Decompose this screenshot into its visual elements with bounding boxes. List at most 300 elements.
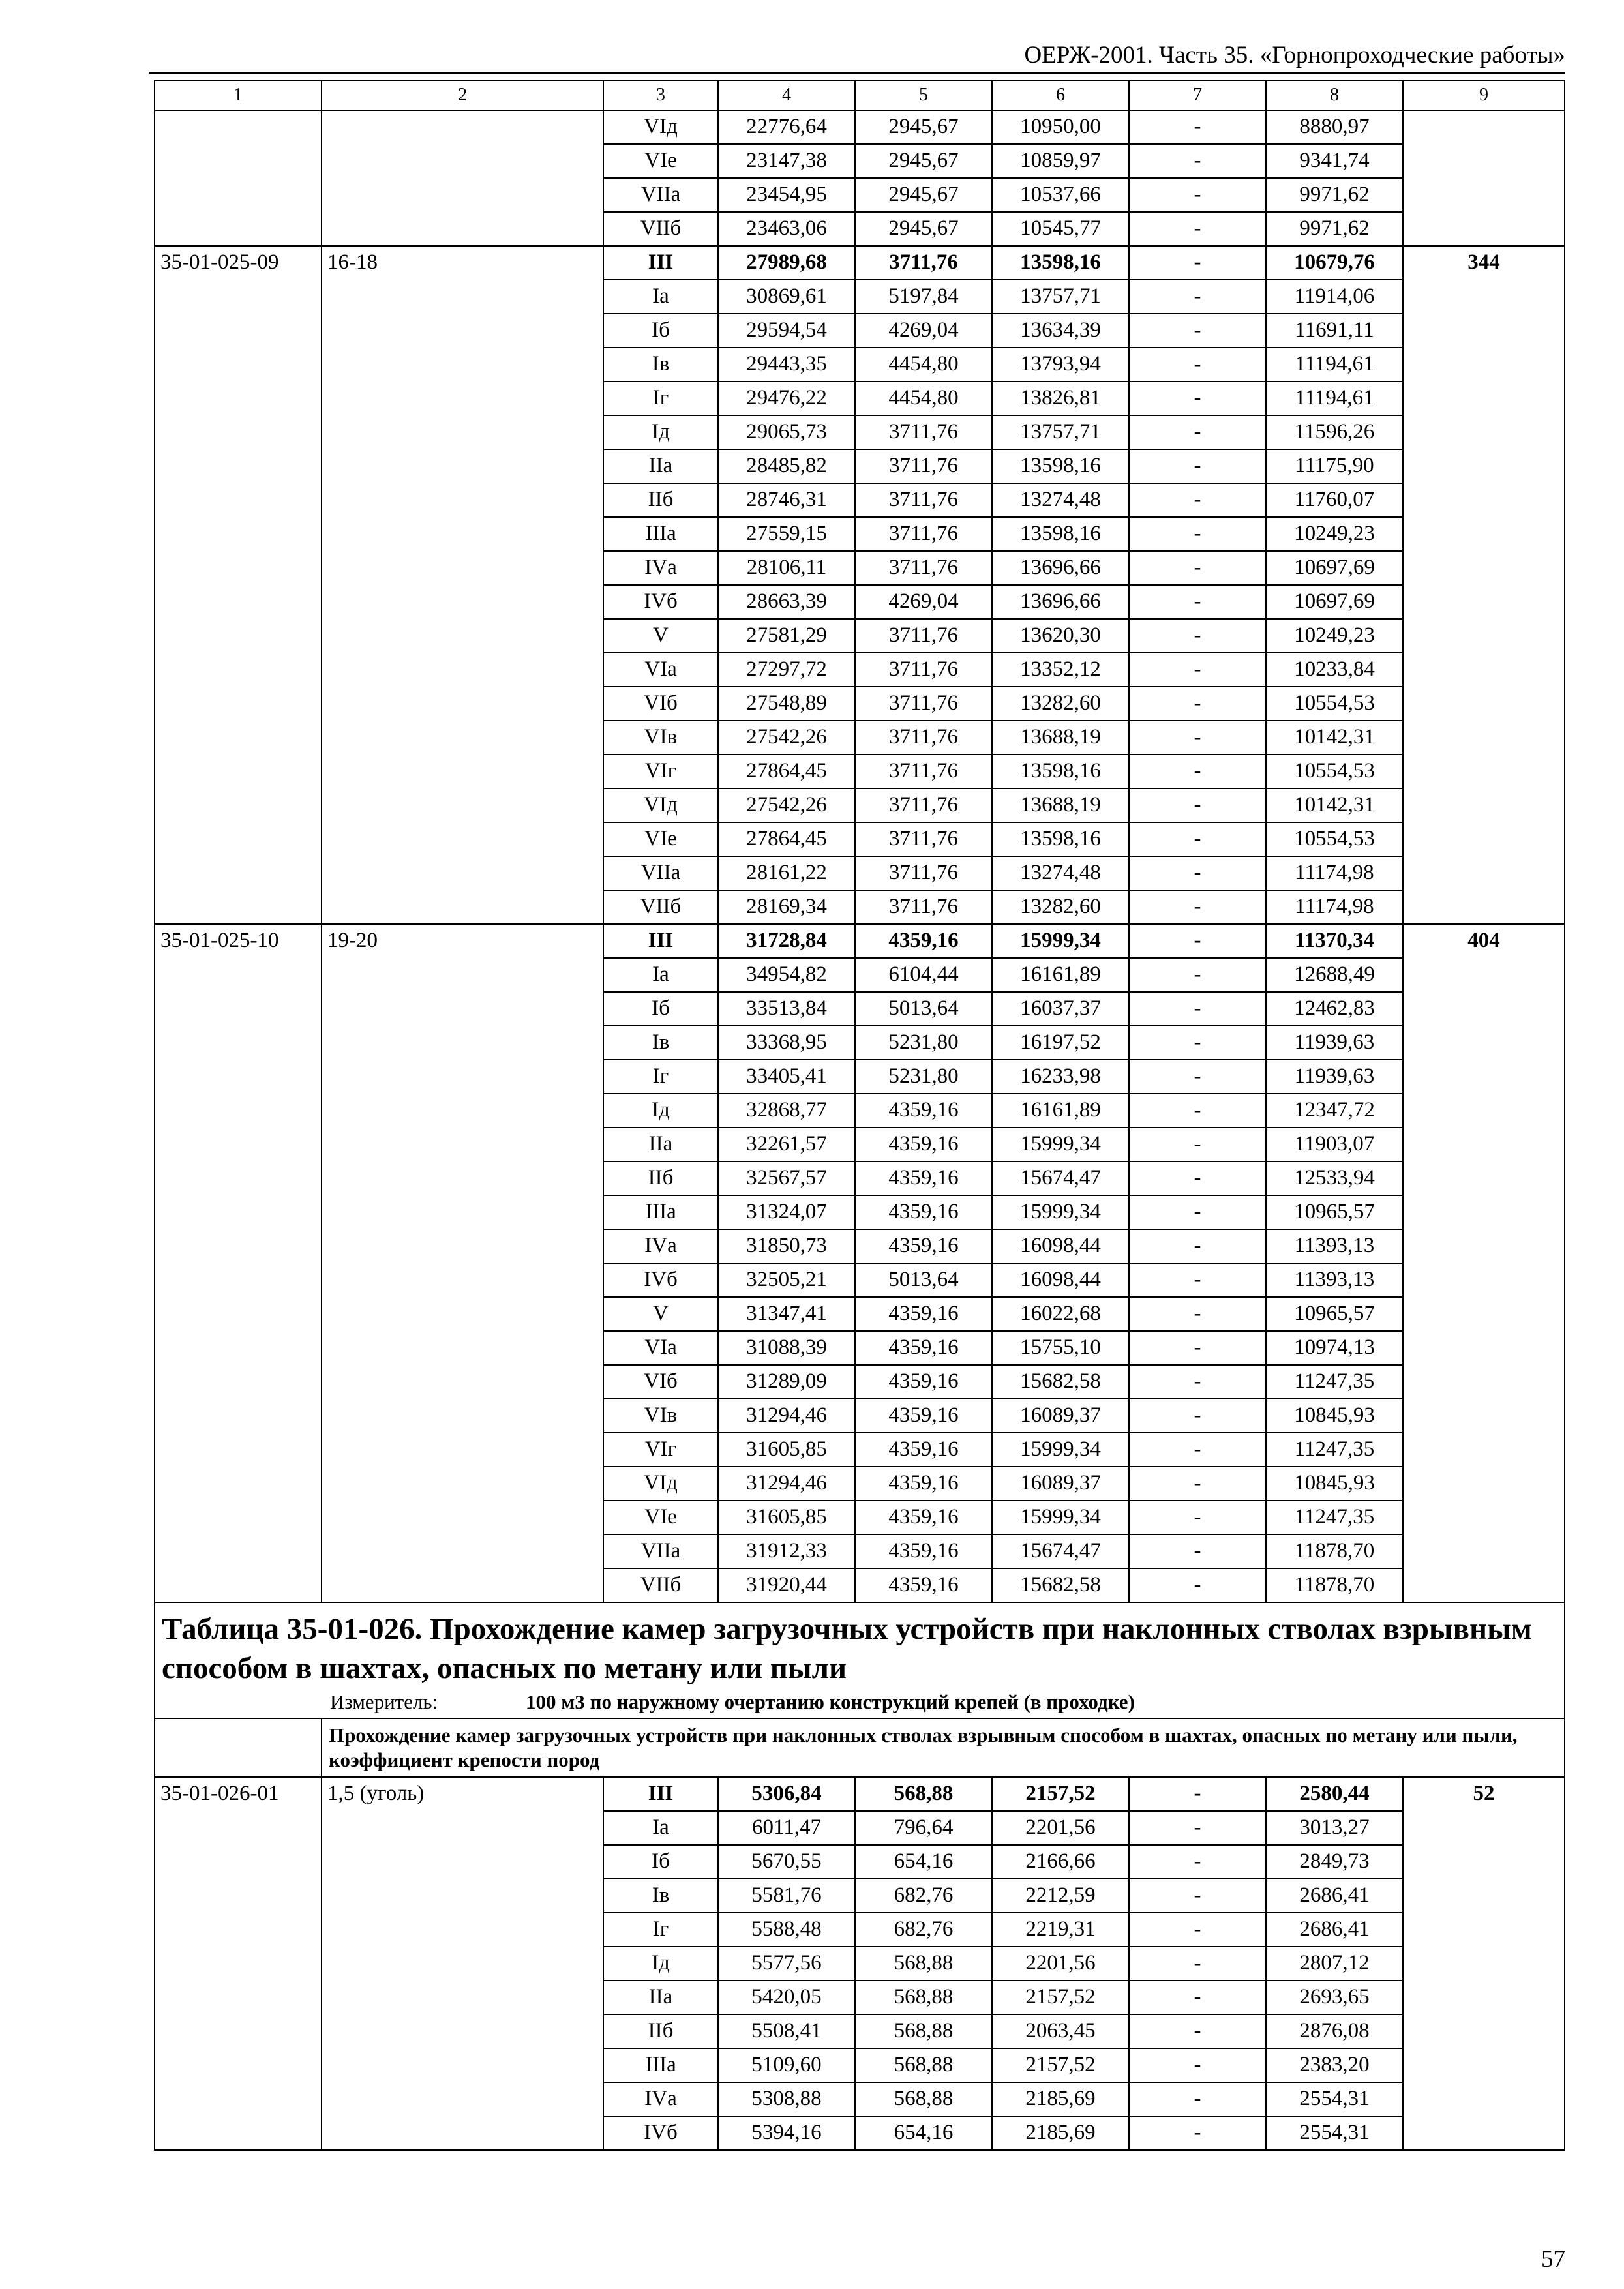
value-cell: 5013,64 — [855, 1263, 992, 1297]
value-cell: 3711,76 — [855, 721, 992, 755]
value-cell: 15682,58 — [992, 1365, 1129, 1399]
value-cell: 5308,88 — [718, 2082, 855, 2116]
value-cell: - — [1129, 246, 1266, 280]
value-cell: 3711,76 — [855, 822, 992, 856]
value-cell: 10859,97 — [992, 144, 1129, 178]
table-row — [155, 110, 1565, 144]
value-cell: 2201,56 — [992, 1811, 1129, 1845]
category-cell: Iв — [603, 1026, 718, 1060]
value-cell: - — [1129, 1913, 1266, 1947]
category-cell: VIIб — [603, 1568, 718, 1602]
value-cell: - — [1129, 212, 1266, 246]
measure-value: 100 м3 по наружному очертанию конструкций крепей (в проходке) — [526, 1690, 1135, 1713]
category-cell: III — [603, 1777, 718, 1811]
category-cell: VIIа — [603, 856, 718, 890]
value-cell: - — [1129, 788, 1266, 822]
value-cell: 2945,67 — [855, 110, 992, 144]
value-cell: 4359,16 — [855, 1467, 992, 1501]
category-cell: VIд — [603, 110, 718, 144]
value-cell: - — [1129, 1534, 1266, 1568]
category-cell: Iд — [603, 1947, 718, 1981]
value-cell: 10249,23 — [1266, 517, 1403, 551]
value-cell: 27297,72 — [718, 653, 855, 687]
value-cell: - — [1129, 1331, 1266, 1365]
value-cell: 10965,57 — [1266, 1297, 1403, 1331]
category-cell: Iб — [603, 314, 718, 348]
value-cell: - — [1129, 992, 1266, 1026]
value-cell: 2945,67 — [855, 144, 992, 178]
value-cell: 654,16 — [855, 1845, 992, 1879]
category-cell: Iб — [603, 992, 718, 1026]
value-cell: 10697,69 — [1266, 551, 1403, 585]
value-cell: 2157,52 — [992, 1777, 1129, 1811]
value-cell: 16161,89 — [992, 1094, 1129, 1128]
value-cell: 2201,56 — [992, 1947, 1129, 1981]
value-cell: 16022,68 — [992, 1297, 1129, 1331]
value-cell: 13598,16 — [992, 246, 1129, 280]
value-cell: - — [1129, 1094, 1266, 1128]
value-cell: 29443,35 — [718, 348, 855, 382]
value-cell: 11175,90 — [1266, 449, 1403, 483]
value-cell: - — [1129, 1365, 1266, 1399]
value-cell: 31850,73 — [718, 1229, 855, 1263]
header-rule — [149, 72, 1565, 74]
value-cell: 13274,48 — [992, 483, 1129, 517]
value-cell: 33405,41 — [718, 1060, 855, 1094]
value-cell: 15999,34 — [992, 1501, 1129, 1534]
value-cell: 29476,22 — [718, 382, 855, 415]
value-cell: 3013,27 — [1266, 1811, 1403, 1845]
value-cell: 15999,34 — [992, 924, 1129, 958]
value-cell: 27542,26 — [718, 788, 855, 822]
value-cell: - — [1129, 1263, 1266, 1297]
value-cell: 10965,57 — [1266, 1195, 1403, 1229]
value-cell: 27548,89 — [718, 687, 855, 721]
value-cell: 13598,16 — [992, 822, 1129, 856]
value-cell: 16197,52 — [992, 1026, 1129, 1060]
value-cell: - — [1129, 822, 1266, 856]
value-cell: 11393,13 — [1266, 1263, 1403, 1297]
value-cell: 8880,97 — [1266, 110, 1403, 144]
value-cell: 11247,35 — [1266, 1501, 1403, 1534]
value-cell: 5577,56 — [718, 1947, 855, 1981]
value-cell: 4359,16 — [855, 1195, 992, 1229]
value-cell: 10233,84 — [1266, 653, 1403, 687]
value-cell: 15755,10 — [992, 1331, 1129, 1365]
value-cell: 11878,70 — [1266, 1568, 1403, 1602]
value-cell: - — [1129, 415, 1266, 449]
rate-total: 52 — [1403, 1777, 1565, 2150]
value-cell: 28485,82 — [718, 449, 855, 483]
value-cell: 12462,83 — [1266, 992, 1403, 1026]
value-cell: 16098,44 — [992, 1229, 1129, 1263]
value-cell: 2849,73 — [1266, 1845, 1403, 1879]
column-number: 1 — [155, 80, 322, 110]
value-cell: 4359,16 — [855, 1433, 992, 1467]
value-cell: 4359,16 — [855, 1399, 992, 1433]
value-cell: 2807,12 — [1266, 1947, 1403, 1981]
value-cell: - — [1129, 483, 1266, 517]
value-cell: - — [1129, 1026, 1266, 1060]
column-number: 2 — [322, 80, 603, 110]
value-cell: 10950,00 — [992, 110, 1129, 144]
value-cell: 33368,95 — [718, 1026, 855, 1060]
value-cell: 11939,63 — [1266, 1060, 1403, 1094]
table-row — [155, 924, 1565, 958]
value-cell: 23454,95 — [718, 178, 855, 212]
category-cell: IIб — [603, 1161, 718, 1195]
value-cell: 4359,16 — [855, 1331, 992, 1365]
value-cell: 32261,57 — [718, 1128, 855, 1161]
category-cell: VIе — [603, 822, 718, 856]
value-cell: 27864,45 — [718, 755, 855, 788]
rate-code: 35-01-026-01 — [155, 1777, 322, 2150]
value-cell: 3711,76 — [855, 788, 992, 822]
value-cell: 6011,47 — [718, 1811, 855, 1845]
category-cell: VIд — [603, 1467, 718, 1501]
section-title-row — [155, 1602, 1565, 1688]
value-cell: 2219,31 — [992, 1913, 1129, 1947]
category-cell: VIIа — [603, 1534, 718, 1568]
value-cell: 22776,64 — [718, 110, 855, 144]
value-cell: 33513,84 — [718, 992, 855, 1026]
value-cell: 31605,85 — [718, 1501, 855, 1534]
category-cell: VIIб — [603, 212, 718, 246]
value-cell: 29594,54 — [718, 314, 855, 348]
value-cell: 11247,35 — [1266, 1365, 1403, 1399]
value-cell: 10679,76 — [1266, 246, 1403, 280]
value-cell: - — [1129, 2048, 1266, 2082]
value-cell: - — [1129, 1467, 1266, 1501]
value-cell: 2063,45 — [992, 2014, 1129, 2048]
value-cell: 29065,73 — [718, 415, 855, 449]
value-cell: 2157,52 — [992, 2048, 1129, 2082]
value-cell: 9971,62 — [1266, 212, 1403, 246]
value-cell: 13620,30 — [992, 619, 1129, 653]
value-cell: 2383,20 — [1266, 2048, 1403, 2082]
value-cell: - — [1129, 1128, 1266, 1161]
value-cell: - — [1129, 1297, 1266, 1331]
value-cell: 31920,44 — [718, 1568, 855, 1602]
category-cell: V — [603, 1297, 718, 1331]
category-cell: IIб — [603, 483, 718, 517]
category-cell: IVа — [603, 1229, 718, 1263]
value-cell: 11760,07 — [1266, 483, 1403, 517]
value-cell: 28169,34 — [718, 890, 855, 924]
value-cell: 10249,23 — [1266, 619, 1403, 653]
value-cell: 568,88 — [855, 1947, 992, 1981]
category-cell: VIв — [603, 1399, 718, 1433]
value-cell: 11370,34 — [1266, 924, 1403, 958]
value-cell: 13598,16 — [992, 517, 1129, 551]
value-cell: 13793,94 — [992, 348, 1129, 382]
value-cell: - — [1129, 1501, 1266, 1534]
category-cell: IVа — [603, 2082, 718, 2116]
value-cell: 13282,60 — [992, 687, 1129, 721]
value-cell: - — [1129, 890, 1266, 924]
value-cell: 16098,44 — [992, 1263, 1129, 1297]
category-cell: VIIб — [603, 890, 718, 924]
value-cell: 3711,76 — [855, 517, 992, 551]
value-cell: - — [1129, 1777, 1266, 1811]
value-cell: - — [1129, 653, 1266, 687]
category-cell: Iа — [603, 1811, 718, 1845]
value-cell: 13598,16 — [992, 449, 1129, 483]
value-cell: 4359,16 — [855, 1094, 992, 1128]
value-cell: - — [1129, 924, 1266, 958]
value-cell: 2945,67 — [855, 178, 992, 212]
value-cell: 16161,89 — [992, 958, 1129, 992]
value-cell: - — [1129, 721, 1266, 755]
value-cell: 5581,76 — [718, 1879, 855, 1913]
category-cell: Iв — [603, 1879, 718, 1913]
value-cell: 2876,08 — [1266, 2014, 1403, 2048]
value-cell: 15999,34 — [992, 1433, 1129, 1467]
value-cell: 27581,29 — [718, 619, 855, 653]
value-cell: 10845,93 — [1266, 1467, 1403, 1501]
value-cell: 13757,71 — [992, 415, 1129, 449]
category-cell: Iа — [603, 280, 718, 314]
value-cell: 4359,16 — [855, 924, 992, 958]
value-cell: 5420,05 — [718, 1981, 855, 2014]
value-cell: 3711,76 — [855, 551, 992, 585]
rate-parameter: 16-18 — [322, 246, 603, 924]
category-cell: IIIа — [603, 517, 718, 551]
value-cell: 10554,53 — [1266, 755, 1403, 788]
measure-cell — [155, 1688, 1565, 1718]
value-cell: - — [1129, 449, 1266, 483]
value-cell: 10974,13 — [1266, 1331, 1403, 1365]
value-cell: - — [1129, 314, 1266, 348]
value-cell: 2686,41 — [1266, 1879, 1403, 1913]
running-header: ОЕРЖ-2001. Часть 35. «Горнопроходческие работы» — [1024, 42, 1565, 68]
value-cell: - — [1129, 1060, 1266, 1094]
value-cell: 10845,93 — [1266, 1399, 1403, 1433]
rate-code: 35-01-025-10 — [155, 924, 322, 1602]
value-cell: 32567,57 — [718, 1161, 855, 1195]
category-cell: IVб — [603, 1263, 718, 1297]
value-cell: - — [1129, 585, 1266, 619]
value-cell: - — [1129, 1161, 1266, 1195]
category-cell: III — [603, 246, 718, 280]
value-cell: 12688,49 — [1266, 958, 1403, 992]
value-cell: 2185,69 — [992, 2082, 1129, 2116]
value-cell: 4269,04 — [855, 314, 992, 348]
category-cell: IIа — [603, 1128, 718, 1161]
rate-total: 404 — [1403, 924, 1565, 1602]
value-cell: 3711,76 — [855, 653, 992, 687]
value-cell: - — [1129, 2014, 1266, 2048]
rate-parameter — [322, 110, 603, 246]
value-cell: 4359,16 — [855, 1365, 992, 1399]
value-cell: 9971,62 — [1266, 178, 1403, 212]
measure-label: Измеритель: — [330, 1690, 438, 1713]
value-cell: 2580,44 — [1266, 1777, 1403, 1811]
value-cell: 10142,31 — [1266, 788, 1403, 822]
value-cell: 11393,13 — [1266, 1229, 1403, 1263]
value-cell: 2554,31 — [1266, 2082, 1403, 2116]
value-cell: 11174,98 — [1266, 890, 1403, 924]
measure-row — [155, 1688, 1565, 1718]
category-cell: IVб — [603, 2116, 718, 2150]
column-number: 5 — [855, 80, 992, 110]
value-cell: - — [1129, 1195, 1266, 1229]
value-cell: 32868,77 — [718, 1094, 855, 1128]
value-cell: 31294,46 — [718, 1399, 855, 1433]
rate-parameter: 19-20 — [322, 924, 603, 1602]
value-cell: 16089,37 — [992, 1399, 1129, 1433]
value-cell: 11194,61 — [1266, 348, 1403, 382]
value-cell: - — [1129, 1981, 1266, 2014]
value-cell: 3711,76 — [855, 483, 992, 517]
value-cell: 13282,60 — [992, 890, 1129, 924]
column-number: 7 — [1129, 80, 1266, 110]
category-cell: Iб — [603, 1845, 718, 1879]
value-cell: 11903,07 — [1266, 1128, 1403, 1161]
value-cell: - — [1129, 1433, 1266, 1467]
value-cell: 10142,31 — [1266, 721, 1403, 755]
value-cell: 13826,81 — [992, 382, 1129, 415]
category-cell: VIб — [603, 1365, 718, 1399]
value-cell: 654,16 — [855, 2116, 992, 2150]
value-cell: - — [1129, 1947, 1266, 1981]
value-cell: - — [1129, 1229, 1266, 1263]
value-cell: 2554,31 — [1266, 2116, 1403, 2150]
category-cell: IVа — [603, 551, 718, 585]
value-cell: - — [1129, 1568, 1266, 1602]
value-cell: 3711,76 — [855, 619, 992, 653]
value-cell: 27559,15 — [718, 517, 855, 551]
value-cell: 5231,80 — [855, 1060, 992, 1094]
table-row — [155, 1777, 1565, 1811]
value-cell: 31347,41 — [718, 1297, 855, 1331]
value-cell: 568,88 — [855, 2048, 992, 2082]
value-cell: 5306,84 — [718, 1777, 855, 1811]
table-title: Таблица 35-01-026. Прохождение камер загрузочных устройств при наклонных стволах взрывным способом в шахтах, опасных по метану или пыли — [155, 1602, 1565, 1688]
value-cell: 28161,22 — [718, 856, 855, 890]
value-cell: 10697,69 — [1266, 585, 1403, 619]
value-cell: 13688,19 — [992, 721, 1129, 755]
category-cell: Iг — [603, 1060, 718, 1094]
value-cell: 23147,38 — [718, 144, 855, 178]
value-cell: 2945,67 — [855, 212, 992, 246]
value-cell: 5588,48 — [718, 1913, 855, 1947]
value-cell: 32505,21 — [718, 1263, 855, 1297]
category-cell: VIе — [603, 1501, 718, 1534]
column-number: 6 — [992, 80, 1129, 110]
rate-code: 35-01-025-09 — [155, 246, 322, 924]
value-cell: - — [1129, 144, 1266, 178]
value-cell: 27989,68 — [718, 246, 855, 280]
value-cell: - — [1129, 1845, 1266, 1879]
value-cell: 4359,16 — [855, 1534, 992, 1568]
value-cell: - — [1129, 382, 1266, 415]
value-cell: - — [1129, 2082, 1266, 2116]
rate-parameter: 1,5 (уголь) — [322, 1777, 603, 2150]
column-number: 8 — [1266, 80, 1403, 110]
value-cell: 5109,60 — [718, 2048, 855, 2082]
column-number: 3 — [603, 80, 718, 110]
value-cell: 3711,76 — [855, 246, 992, 280]
value-cell: 11174,98 — [1266, 856, 1403, 890]
value-cell: 3711,76 — [855, 890, 992, 924]
value-cell: 23463,06 — [718, 212, 855, 246]
value-cell: 568,88 — [855, 1777, 992, 1811]
value-cell: 15674,47 — [992, 1534, 1129, 1568]
value-cell: 13696,66 — [992, 551, 1129, 585]
value-cell: 3711,76 — [855, 449, 992, 483]
value-cell: 5670,55 — [718, 1845, 855, 1879]
category-cell: Iд — [603, 1094, 718, 1128]
value-cell: 682,76 — [855, 1879, 992, 1913]
value-cell: - — [1129, 687, 1266, 721]
table-row — [155, 246, 1565, 280]
category-cell: IIIа — [603, 1195, 718, 1229]
value-cell: 568,88 — [855, 1981, 992, 2014]
category-cell: VIIа — [603, 178, 718, 212]
value-cell: - — [1129, 755, 1266, 788]
value-cell: 34954,82 — [718, 958, 855, 992]
value-cell: 568,88 — [855, 2014, 992, 2048]
category-cell: VIа — [603, 653, 718, 687]
category-cell: IIIа — [603, 2048, 718, 2082]
value-cell: 2693,65 — [1266, 1981, 1403, 2014]
value-cell: 12533,94 — [1266, 1161, 1403, 1195]
value-cell: 682,76 — [855, 1913, 992, 1947]
value-cell: 15999,34 — [992, 1195, 1129, 1229]
category-cell: VIб — [603, 687, 718, 721]
value-cell: 31088,39 — [718, 1331, 855, 1365]
value-cell: 27542,26 — [718, 721, 855, 755]
category-cell: Iд — [603, 415, 718, 449]
value-cell: 4269,04 — [855, 585, 992, 619]
value-cell: - — [1129, 856, 1266, 890]
category-cell: III — [603, 924, 718, 958]
value-cell: 5508,41 — [718, 2014, 855, 2048]
column-number: 4 — [718, 80, 855, 110]
value-cell: 16233,98 — [992, 1060, 1129, 1094]
rate-total: 344 — [1403, 246, 1565, 924]
category-cell: VIе — [603, 144, 718, 178]
value-cell: 31605,85 — [718, 1433, 855, 1467]
value-cell: - — [1129, 2116, 1266, 2150]
rate-total — [1403, 110, 1565, 246]
description-blank — [155, 1718, 322, 1777]
category-cell: V — [603, 619, 718, 653]
category-cell: VIг — [603, 755, 718, 788]
value-cell: 31728,84 — [718, 924, 855, 958]
value-cell: 9341,74 — [1266, 144, 1403, 178]
value-cell: 4359,16 — [855, 1161, 992, 1195]
value-cell: 4359,16 — [855, 1229, 992, 1263]
value-cell: 31324,07 — [718, 1195, 855, 1229]
category-cell: IIа — [603, 1981, 718, 2014]
value-cell: 4454,80 — [855, 348, 992, 382]
value-cell: 12347,72 — [1266, 1094, 1403, 1128]
value-cell: 2157,52 — [992, 1981, 1129, 2014]
page-number: 57 — [1541, 2246, 1565, 2273]
rate-code — [155, 110, 322, 246]
category-cell: IVб — [603, 585, 718, 619]
value-cell: 6104,44 — [855, 958, 992, 992]
value-cell: 3711,76 — [855, 856, 992, 890]
value-cell: 28106,11 — [718, 551, 855, 585]
value-cell: 11691,11 — [1266, 314, 1403, 348]
value-cell: - — [1129, 110, 1266, 144]
value-cell: 2166,66 — [992, 1845, 1129, 1879]
value-cell: 31289,09 — [718, 1365, 855, 1399]
value-cell: 13274,48 — [992, 856, 1129, 890]
